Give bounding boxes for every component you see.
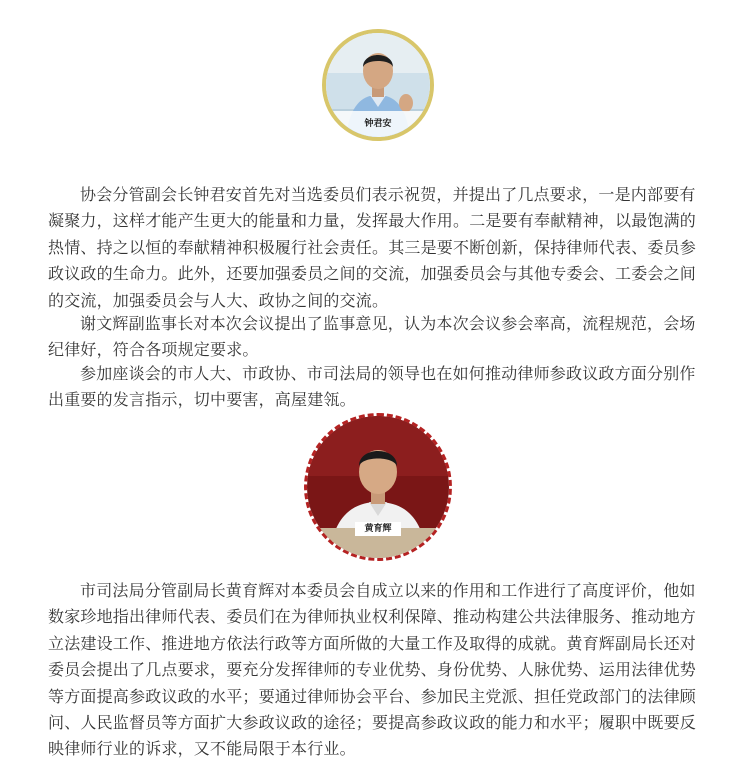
portrait-photo-huang-yuhui — [304, 413, 452, 561]
article-paragraph: 协会分管副会长钟君安首先对当选委员们表示祝贺，并提出了几点要求，一是内部要有凝聚力，这样才能产生更大的能量和力量，发挥最大作用。二是要有奉献精神，以最饱满的热情、持之以恒的奉献精神积极履行社会责任。其三是要不断创新，保持律师代表、委员参政议政的生命力。此外，还要加强委员之间的交流，加强委员会与其他专委会、工委会之间的交流，加强委员会与人大、政协之间的交流。 — [48, 185, 697, 310]
article-paragraph: 市司法局分管副局长黄育辉对本委员会自成立以来的作用和工作进行了高度评价，他如数家珍地指出律师代表、委员们在为律师执业权利保障、推动构建公共法律服务、推动地方立法建设工作、推进地方依法行政等方面所做的大量工作及取得的成就。黄育辉副局长还对委员会提出了几点要求，要充分发挥律师的专业优势、身份优势、人脉优势、运用法律优势等方面提高参政议政的水平；要通过律师协会平台、参加民主党派、担任党政部门的法律顾问、人民监督员等方面扩大参政议政的途径；要提高参政议政的能力和水平；履职中既要反映律师行业的诉求，又不能局限于本行业。 — [48, 581, 697, 759]
portrait-caption: 钟君安 — [364, 119, 392, 129]
portrait-photo-zhong-junan — [322, 29, 434, 141]
article-paragraph: 参加座谈会的市人大、市政协、市司法局的领导也在如何推动律师参政议政方面分别作出重要的发言指示，切中要害，高屋建瓴。 — [48, 364, 696, 410]
portrait-image — [307, 416, 449, 558]
article-paragraph: 谢文辉副监事长对本次会议提出了监事意见，认为本次会议参会率高，流程规范，会场纪律好，符合各项规定要求。 — [48, 314, 696, 360]
portrait-caption: 黄育辉 — [364, 524, 392, 534]
